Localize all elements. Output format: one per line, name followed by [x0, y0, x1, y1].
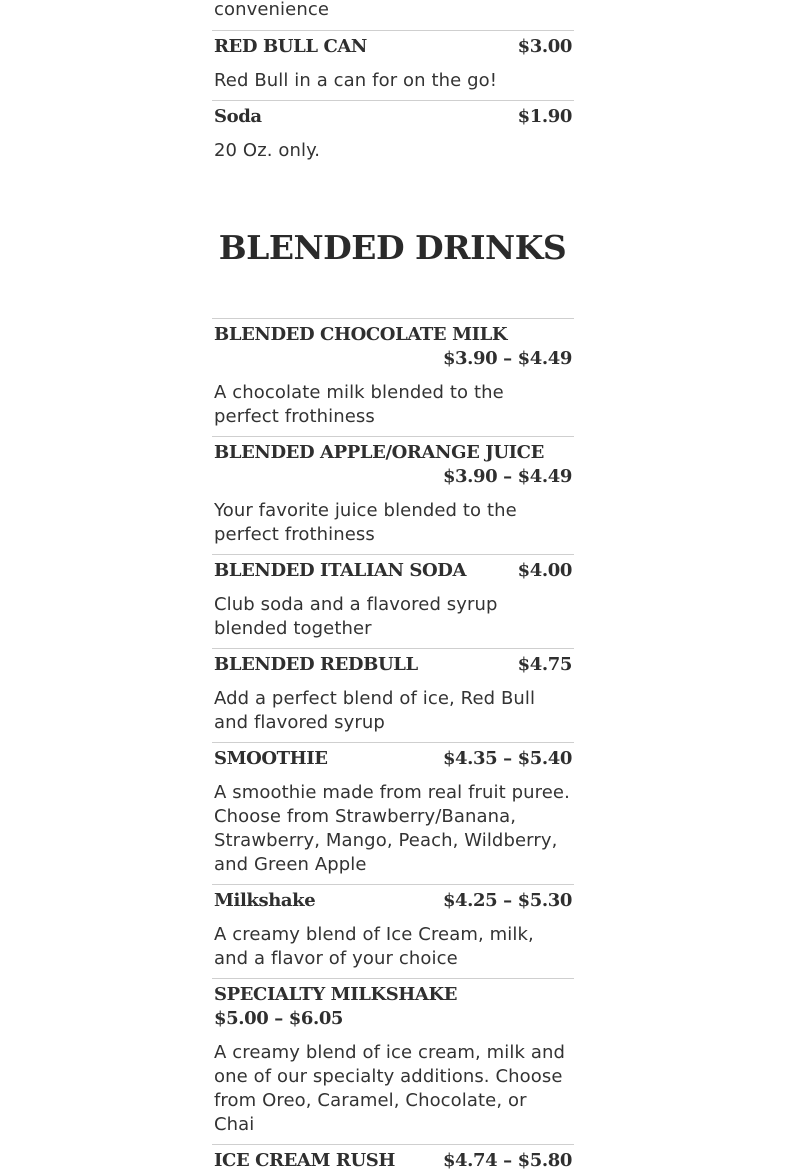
- item-price: $4.75: [517, 654, 572, 675]
- section-title-blended-drinks: BLENDED DRINKS: [218, 228, 567, 267]
- menu-item-water-bottle: [212, 0, 574, 22]
- item-description: Add a perfect blend of ice, Red Bull and flavored syrup: [214, 688, 536, 733]
- item-header: [214, 319, 572, 371]
- item-price: $5.00 – $6.05: [214, 1008, 344, 1029]
- item-price: $4.74 – $5.80: [442, 1150, 572, 1171]
- item-description: A chocolate milk blended to the perfect frothiness: [214, 382, 504, 427]
- item-name: SMOOTHIE: [214, 748, 328, 769]
- item-header: [214, 555, 572, 583]
- item-header: [214, 31, 572, 59]
- menu-item-smoothie: [212, 742, 574, 877]
- item-description: A creamy blend of ice cream, milk and one of our specialty additions. Choose from Oreo, Caramel, Chocolate, or Chai: [214, 1042, 565, 1135]
- item-description: Your favorite juice blended to the perfect frothiness: [214, 500, 517, 545]
- item-name: SPECIALTY MILKSHAKE: [214, 984, 458, 1005]
- item-price: $4.00: [517, 560, 572, 581]
- drinks-menu-list: [212, 0, 574, 170]
- item-name: BLENDED REDBULL: [214, 654, 418, 675]
- menu-item-red-bull-can: [212, 30, 574, 93]
- item-price: $3.90 – $4.49: [442, 348, 572, 369]
- item-price: $1.90: [517, 106, 572, 127]
- blended-drinks-list: [212, 318, 574, 1173]
- item-name: BLENDED CHOCOLATE MILK: [214, 324, 508, 345]
- item-header: [214, 1145, 572, 1173]
- item-name: RED BULL CAN: [214, 36, 367, 57]
- item-price: $4.25 – $5.30: [442, 890, 572, 911]
- item-header: [214, 743, 572, 771]
- item-description: Club soda and a flavored syrup blended together: [214, 594, 498, 639]
- item-price: $4.35 – $5.40: [442, 748, 572, 769]
- item-header: [214, 437, 572, 489]
- menu-item-blended-redbull: [212, 648, 574, 735]
- menu-item-blended-italian-soda: [212, 554, 574, 641]
- menu-item-blended-apple-orange-juice: [212, 436, 574, 547]
- item-header: [214, 649, 572, 677]
- menu-item-specialty-milkshake: [212, 978, 574, 1137]
- item-description: A smoothie made from real fruit puree. Choose from Strawberry/Banana, Strawberry, Mango, Peach, Wildberry, and Green Apple: [214, 782, 570, 875]
- item-description: convenience: [214, 0, 330, 20]
- item-description: A creamy blend of Ice Cream, milk, and a flavor of your choice: [214, 924, 534, 969]
- item-header: [214, 979, 572, 1031]
- menu-item-blended-chocolate-milk: [212, 318, 574, 429]
- item-name: ICE CREAM RUSH: [214, 1150, 395, 1171]
- item-name: BLENDED ITALIAN SODA: [214, 560, 467, 581]
- item-description: Red Bull in a can for on the go!: [214, 70, 498, 91]
- item-header: [214, 101, 572, 129]
- menu-item-ice-cream-rush: [212, 1144, 574, 1173]
- item-price: $3.90 – $4.49: [442, 466, 572, 487]
- menu-item-milkshake: [212, 884, 574, 971]
- item-name: BLENDED APPLE/ORANGE JUICE: [214, 442, 544, 463]
- item-header: [214, 885, 572, 913]
- item-name: Milkshake: [214, 890, 316, 911]
- item-description: 20 Oz. only.: [214, 140, 321, 161]
- menu-item-soda: [212, 100, 574, 163]
- item-price: $3.00: [517, 36, 572, 57]
- item-name: Soda: [214, 106, 262, 127]
